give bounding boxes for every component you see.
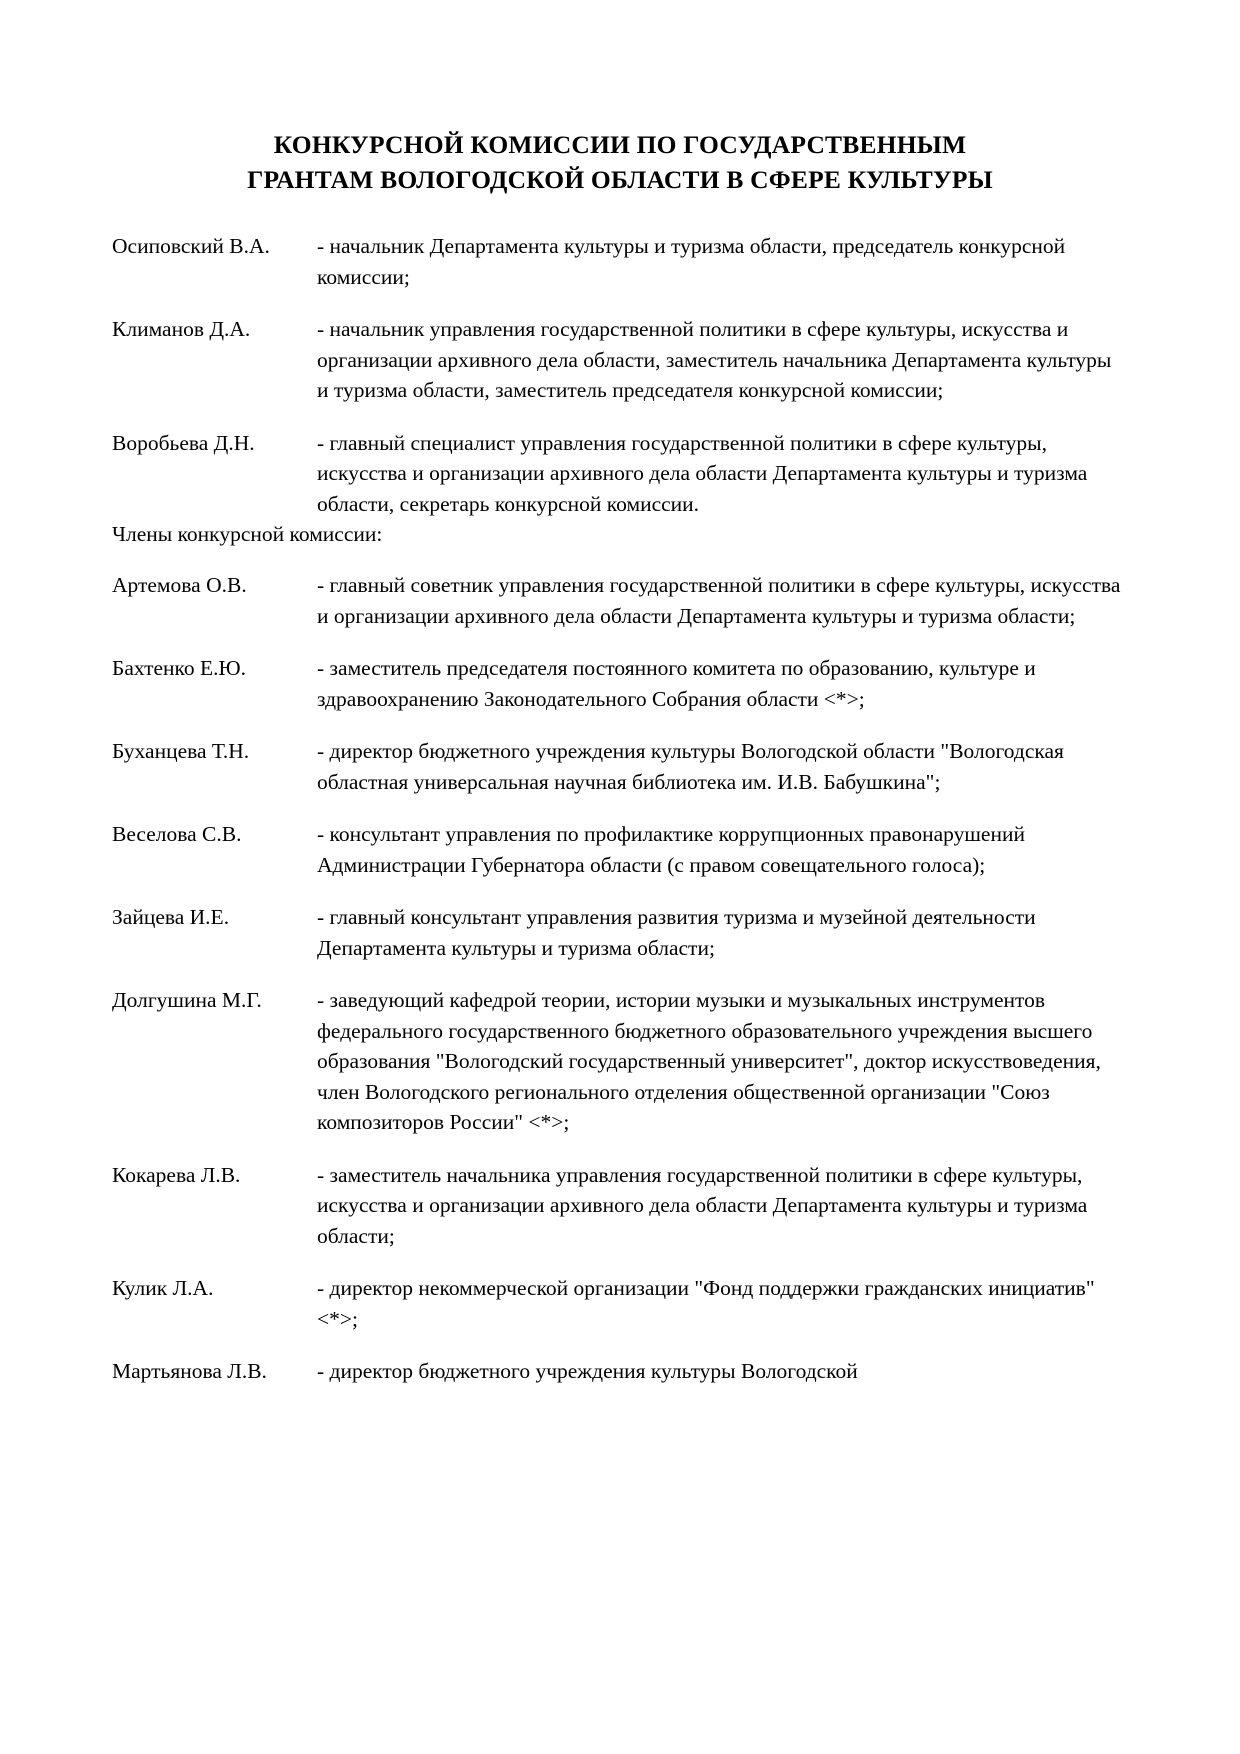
member-description: - директор бюджетного учреждения культуры Вологодской области "Вологодская областная универсальная научная библиотека им. И.В. Бабушкина";	[317, 739, 1064, 794]
list-item	[112, 1160, 1128, 1252]
list-item	[112, 1356, 1128, 1387]
list-item	[112, 653, 1128, 714]
member-description: - консультант управления по профилактике коррупционных правонарушений Администрации Губернатора области (с правом совещательного голоса);	[317, 822, 1025, 877]
list-item	[112, 231, 1128, 292]
member-name: Артемова О.В.	[112, 572, 247, 597]
members-list	[112, 570, 1128, 1387]
page-title	[112, 128, 1128, 197]
member-description: - начальник Департамента культуры и туризма области, председатель конкурсной комиссии;	[317, 234, 1066, 289]
member-name: Кулик Л.А.	[112, 1276, 214, 1301]
list-item	[112, 902, 1128, 963]
member-name: Буханцева Т.Н.	[112, 739, 250, 764]
members-heading: Члены конкурсной комиссии:	[112, 522, 383, 547]
member-name: Мартьянова Л.В.	[112, 1359, 267, 1384]
member-description: - директор некоммерческой организации "Фонд поддержки гражданских инициатив" <*>;	[317, 1276, 1095, 1331]
member-name: Воробьева Д.Н.	[112, 430, 255, 455]
member-name: Бахтенко Е.Ю.	[112, 656, 247, 681]
leadership-list	[112, 231, 1128, 519]
member-name: Климанов Д.А.	[112, 317, 251, 342]
list-item	[112, 819, 1128, 880]
member-description: - главный консультант управления развития туризма и музейной деятельности Департамента культуры и туризма области;	[317, 905, 1036, 960]
list-item	[112, 570, 1128, 631]
member-name: Осиповский В.А.	[112, 234, 270, 259]
member-name: Долгушина М.Г.	[112, 988, 262, 1013]
member-description: - директор бюджетного учреждения культуры Вологодской	[317, 1359, 858, 1384]
list-item	[112, 736, 1128, 797]
member-description: - начальник управления государственной политики в сфере культуры, искусства и организации архивного дела области, заместитель начальника Департамента культуры и туризма области, заместитель председателя конкурсной комиссии;	[317, 317, 1112, 403]
member-name: Зайцева И.Е.	[112, 905, 230, 930]
member-description: - заместитель председателя постоянного комитета по образованию, культуре и здравоохранению Законодательного Собрания области <*>;	[317, 656, 1036, 711]
page-title-line-1: КОНКУРСНОЙ КОМИССИИ ПО ГОСУДАРСТВЕННЫМ	[273, 130, 967, 159]
list-item	[112, 314, 1128, 406]
member-name: Кокарева Л.В.	[112, 1162, 241, 1187]
member-description: - заведующий кафедрой теории, истории музыки и музыкальных инструментов федерального государственного бюджетного образовательного учреждения высшего образования "Вологодский государственный университет", доктор искусствоведения, член Вологодского регионального отделения общественной организации "Союз композиторов России" <*>;	[317, 988, 1101, 1135]
page-title-line-2: ГРАНТАМ ВОЛОГОДСКОЙ ОБЛАСТИ В СФЕРЕ КУЛЬТУРЫ	[247, 164, 993, 194]
member-description: - заместитель начальника управления государственной политики в сфере культуры, искусства и организации архивного дела области Департамента культуры и туризма области;	[317, 1162, 1088, 1248]
list-item	[112, 428, 1128, 520]
list-item	[112, 985, 1128, 1138]
list-item	[112, 1273, 1128, 1334]
member-name: Веселова С.В.	[112, 822, 242, 847]
member-description: - главный советник управления государственной политики в сфере культуры, искусства и организации архивного дела области Департамента культуры и туризма области;	[317, 572, 1121, 628]
member-description: - главный специалист управления государственной политики в сфере культуры, искусства и организации архивного дела области Департамента культуры и туризма области, секретарь конкурсной комиссии.	[317, 430, 1088, 516]
